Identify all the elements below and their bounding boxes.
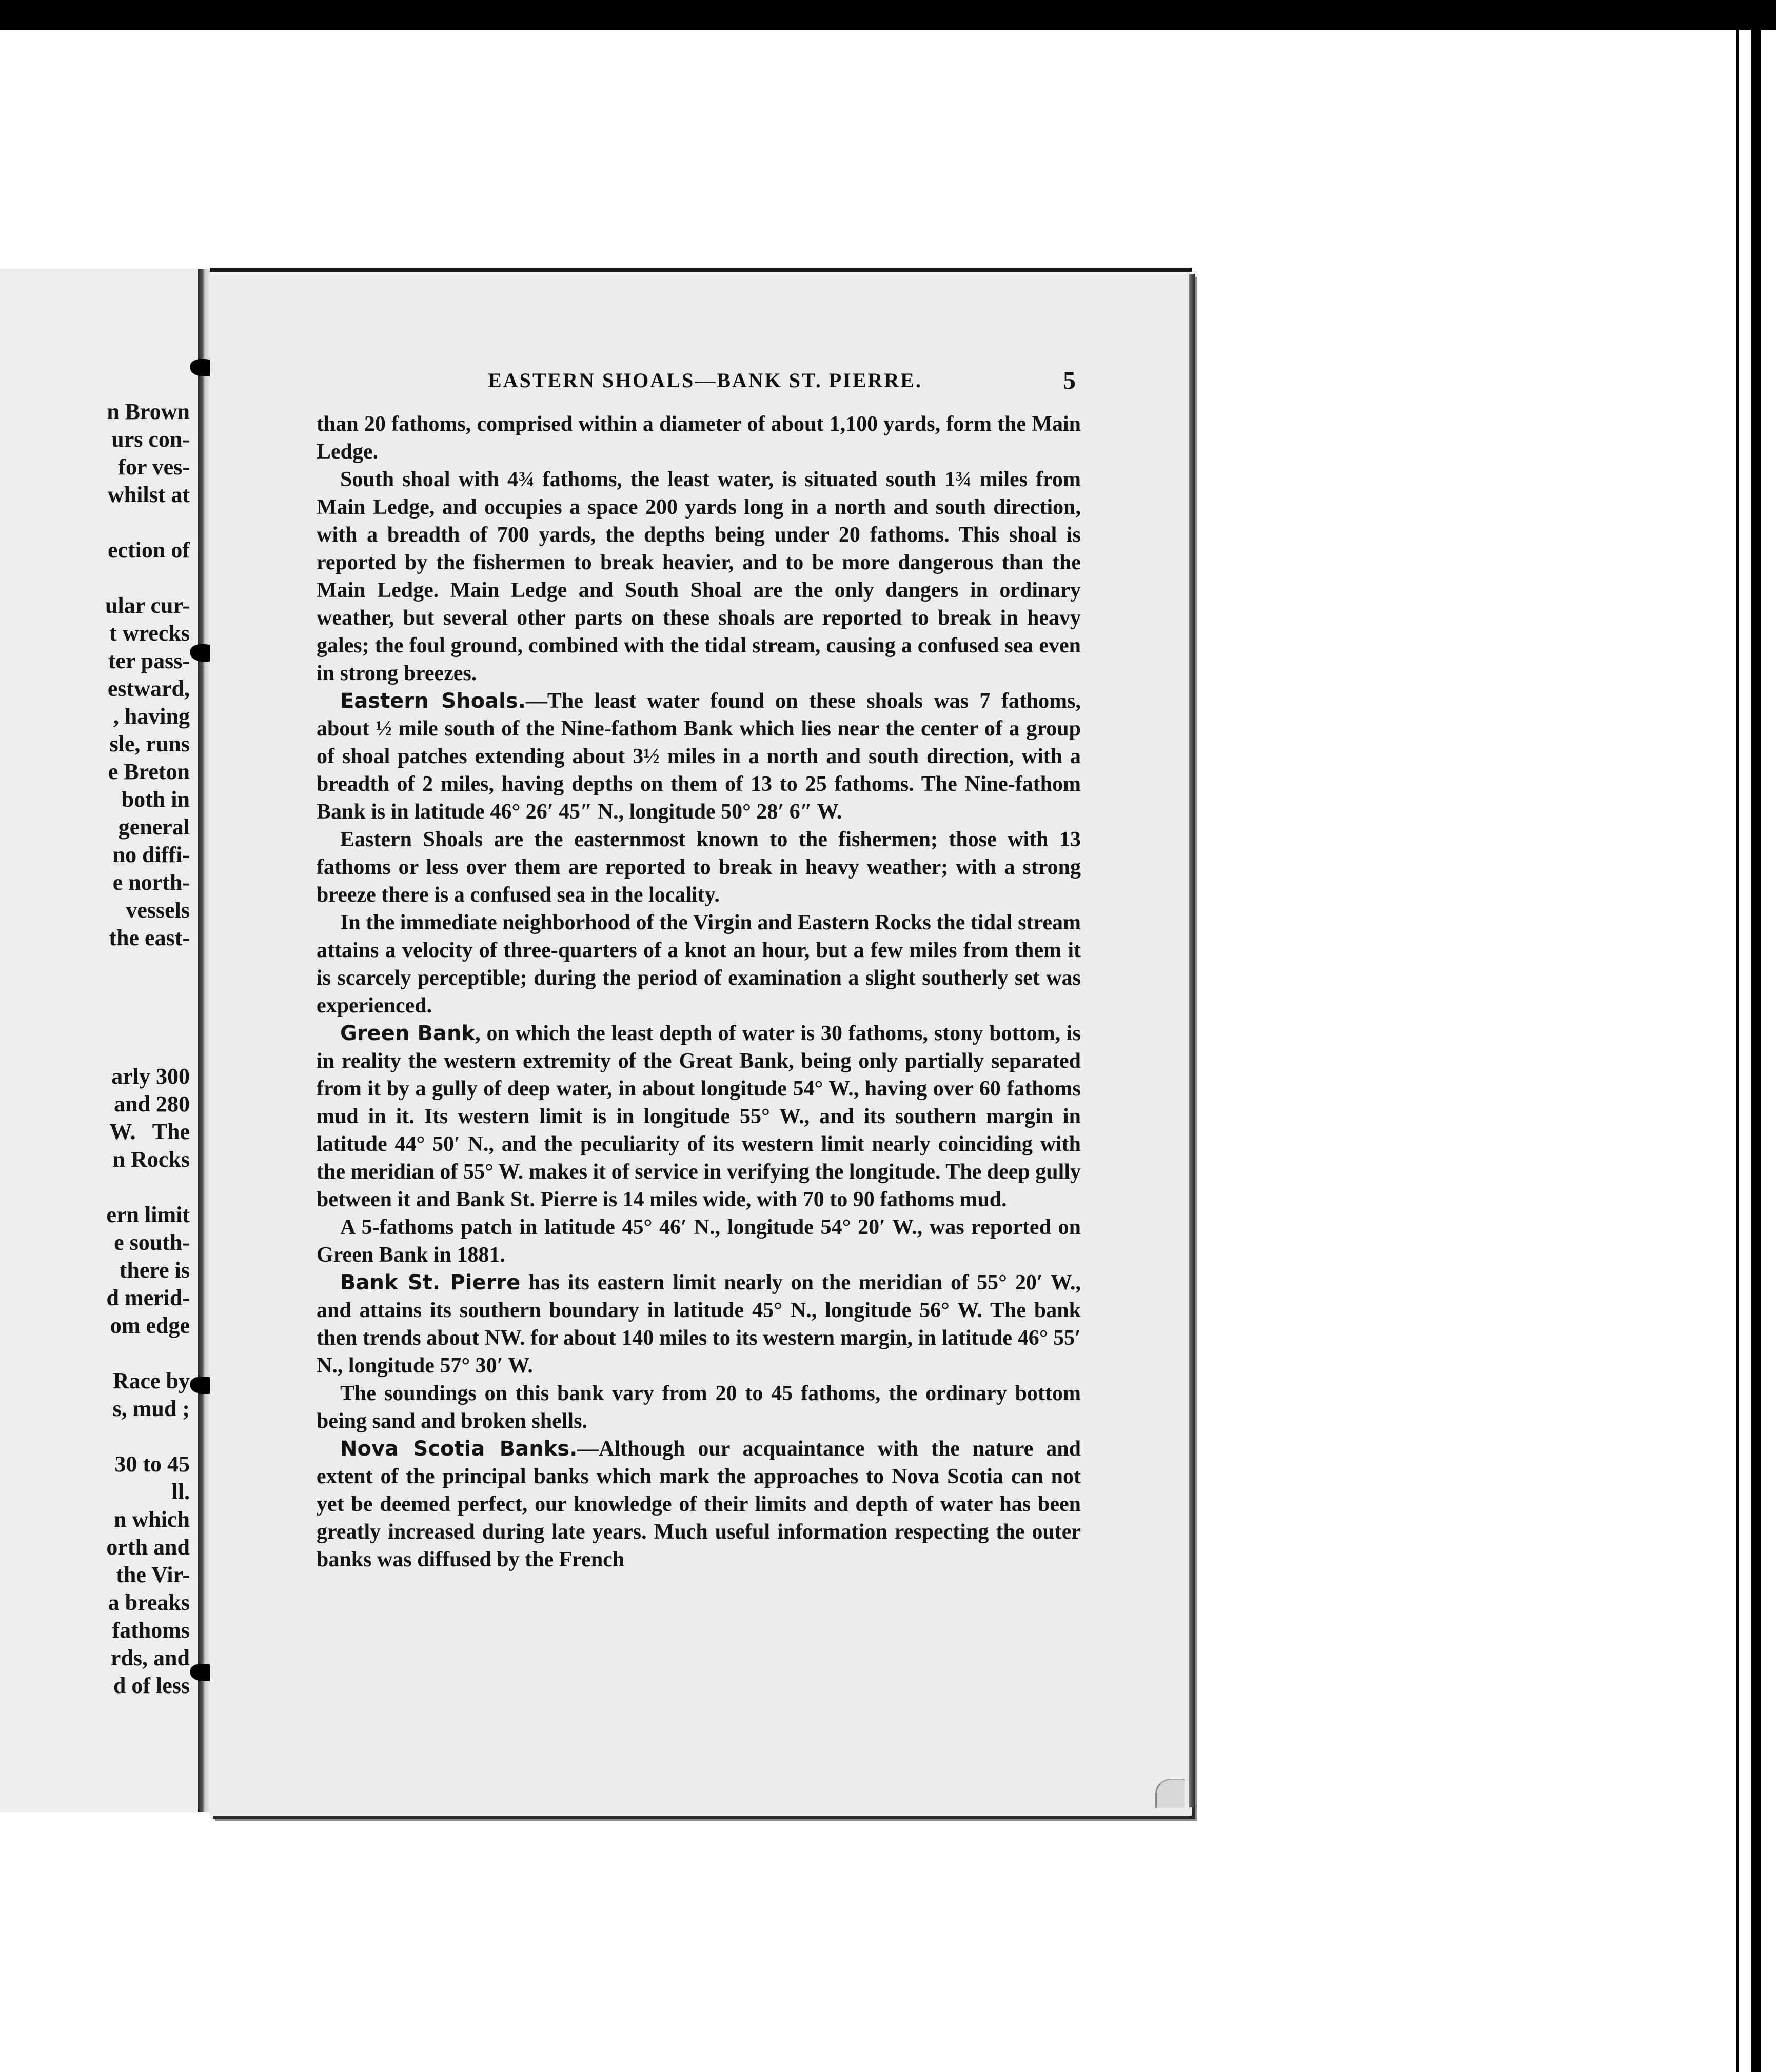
scan-top-border bbox=[0, 0, 1776, 30]
left-page-fragment: vessels bbox=[120, 898, 190, 923]
left-page-fragment: general bbox=[112, 814, 190, 840]
left-page-fragment: sle, runs bbox=[109, 731, 190, 756]
left-page-fragment: and 280 bbox=[108, 1091, 190, 1117]
paragraph bbox=[317, 687, 1081, 826]
left-page-fragment: ll. bbox=[171, 1479, 190, 1504]
left-page-fragment: the east- bbox=[109, 925, 190, 950]
paragraph-text: Eastern Shoals are the easternmost known to the fishermen; those with 13 fathoms or less over them are reported to break in heavy weather; with a strong breeze there is a confused sea in the locality. bbox=[317, 828, 1081, 907]
paragraph bbox=[317, 909, 1081, 1020]
left-page-fragment: the Vir- bbox=[116, 1562, 190, 1587]
paragraph-text: —Although our acquaintance with the nature and extent of the principal banks which mark the approaches to Nova Scotia can not yet be deemed perfect, our knowledge of their limits and depth of water has been greatly increased during late years. Much useful information respecting the outer banks was diffused by the French bbox=[317, 1437, 1081, 1571]
left-page-fragment: Race by bbox=[112, 1368, 190, 1393]
left-page-fragment: e north- bbox=[112, 870, 190, 895]
left-page-fragment: n which bbox=[114, 1507, 190, 1532]
page-right-edge bbox=[1189, 274, 1195, 1807]
paragraph-text: A 5-fathoms patch in latitude 45° 46′ N., longitude 54° 20′ W., was reported on Green Bank in 1881. bbox=[317, 1216, 1081, 1267]
left-page-fragment: ular cur- bbox=[105, 593, 190, 618]
paragraph-text: , on which the least depth of water is 30 fathoms, stony bottom, is in reality the western extremity of the Great Bank, being only partially separated from it by a gully of deep water, in about longitude 54° W., having over 60 fathoms mud in it. Its western limit is in longitude 55° W., and its southern margin in latitude 44° 50′ N., and the peculiarity of its western limit nearly coinciding with the meridian of 55° W. makes it of service in verifying the longitude. The deep gully between it and Bank St. Pierre is 14 miles wide, with 70 to 90 fathoms mud. bbox=[317, 1022, 1081, 1211]
paragraph-text: has its eastern limit nearly on the meridian of 55° 20′ W., and attains its southern boundary in latitude 45° N., longitude 56° W. The bank then trends about NW. for about 140 miles to its western margin, in latitude 46° 55′ N., longitude 57° 30′ W. bbox=[317, 1271, 1081, 1378]
section-heading: Bank St. Pierre bbox=[340, 1271, 521, 1294]
paragraph-text: The soundings on this bank vary from 20 to 45 fathoms, the ordinary bottom being sand and broken shells. bbox=[317, 1382, 1081, 1433]
page-number: 5 bbox=[1063, 366, 1076, 394]
paragraph-text: —The least water found on these shoals was 7 fathoms, about ½ mile south of the Nine-fathom Bank which lies near the center of a group of shoal patches extending about 3½ miles in a north and south direction, with a breadth of 2 miles, having depths on them of 13 to 25 fathoms. The Nine-fathom Bank is in latitude 46° 26′ 45″ N., longitude 50° 28′ 6″ W. bbox=[317, 689, 1081, 824]
left-page-fragment: t wrecks bbox=[109, 621, 190, 646]
paragraph bbox=[317, 466, 1081, 687]
paragraph bbox=[317, 1380, 1081, 1435]
left-page-fragment: d of less bbox=[113, 1673, 190, 1698]
running-head: EASTERN SHOALS—BANK ST. PIERRE. bbox=[488, 369, 922, 392]
left-page-fragment: whilst at bbox=[107, 482, 190, 507]
page-corner-curl bbox=[1155, 1779, 1185, 1808]
left-page-fragment: rds, and bbox=[110, 1645, 190, 1670]
left-page-fragment: e south- bbox=[114, 1230, 190, 1255]
paragraph-text: South shoal with 4¾ fathoms, the least water, is situated south 1¾ miles from Main Ledge, and occupies a space 200 yards long in a north and south direction, with a breadth of 700 yards, the depths being under 20 fathoms. This shoal is reported by the fishermen to break heavier, and to be more dangerous than the Main Ledge. Main Ledge and South Shoal are the only dangers in ordinary weather, but several other parts on these shoals are reported to break in heavy gales; the foul ground, combined with the tidal stream, causing a confused sea even in strong breezes. bbox=[317, 468, 1081, 685]
left-page-fragment: a breaks bbox=[108, 1590, 190, 1615]
paragraph bbox=[317, 826, 1081, 909]
section-heading: Green Bank bbox=[340, 1022, 476, 1045]
left-page-fragment: orth and bbox=[106, 1535, 190, 1560]
section-heading: Nova Scotia Banks. bbox=[340, 1437, 578, 1461]
left-page-fragment: estward, bbox=[107, 676, 190, 701]
left-page-fragment: both in bbox=[115, 787, 190, 812]
left-page-fragment: there is bbox=[113, 1258, 190, 1283]
left-page-fragment: fathoms bbox=[106, 1618, 190, 1643]
paragraph-text: In the immediate neighborhood of the Virgin and Eastern Rocks the tidal stream attains a velocity of three-quarters of a knot an hour, but a few miles from them it is scarcely perceptible; during the period of examination a slight southerly set was experienced. bbox=[317, 911, 1081, 1018]
left-page-fragment: n Brown bbox=[107, 399, 190, 424]
page-body bbox=[317, 410, 1081, 1573]
left-page-fragment: W. The bbox=[109, 1119, 190, 1144]
left-page-fragment: e Breton bbox=[108, 759, 190, 784]
scan-right-border bbox=[1751, 30, 1761, 2072]
left-page-fragment: om edge bbox=[110, 1313, 190, 1338]
paragraph bbox=[317, 1435, 1081, 1573]
left-page-fragment: s, mud ; bbox=[112, 1396, 190, 1421]
paragraph-text: than 20 fathoms, comprised within a diameter of about 1,100 yards, form the Main Ledge. bbox=[317, 412, 1081, 464]
paragraph bbox=[317, 410, 1081, 466]
left-page-fragment: no diffi- bbox=[107, 842, 190, 867]
left-page-fragment: arly 300 bbox=[111, 1064, 190, 1089]
book-gutter bbox=[198, 269, 210, 1812]
left-page-fragment: for ves- bbox=[112, 454, 190, 480]
left-page-fragment: ern limit bbox=[106, 1202, 190, 1227]
left-page-fragment: 30 to 45 bbox=[114, 1451, 190, 1477]
paragraph bbox=[317, 1269, 1081, 1380]
section-heading: Eastern Shoals. bbox=[340, 689, 526, 713]
left-page bbox=[0, 269, 205, 1812]
left-page-fragment: ter pass- bbox=[108, 648, 190, 673]
left-page-fragment: d merid- bbox=[106, 1285, 190, 1310]
left-page-fragment: urs con- bbox=[111, 427, 190, 452]
scan-right-border-thin bbox=[1736, 30, 1739, 2072]
left-page-fragment: ection of bbox=[107, 537, 190, 563]
left-page-text-fragments bbox=[0, 269, 205, 1812]
left-page-fragment: , having bbox=[113, 704, 190, 729]
left-page-fragment: n Rocks bbox=[112, 1147, 190, 1172]
paragraph bbox=[317, 1020, 1081, 1213]
paragraph bbox=[317, 1213, 1081, 1269]
